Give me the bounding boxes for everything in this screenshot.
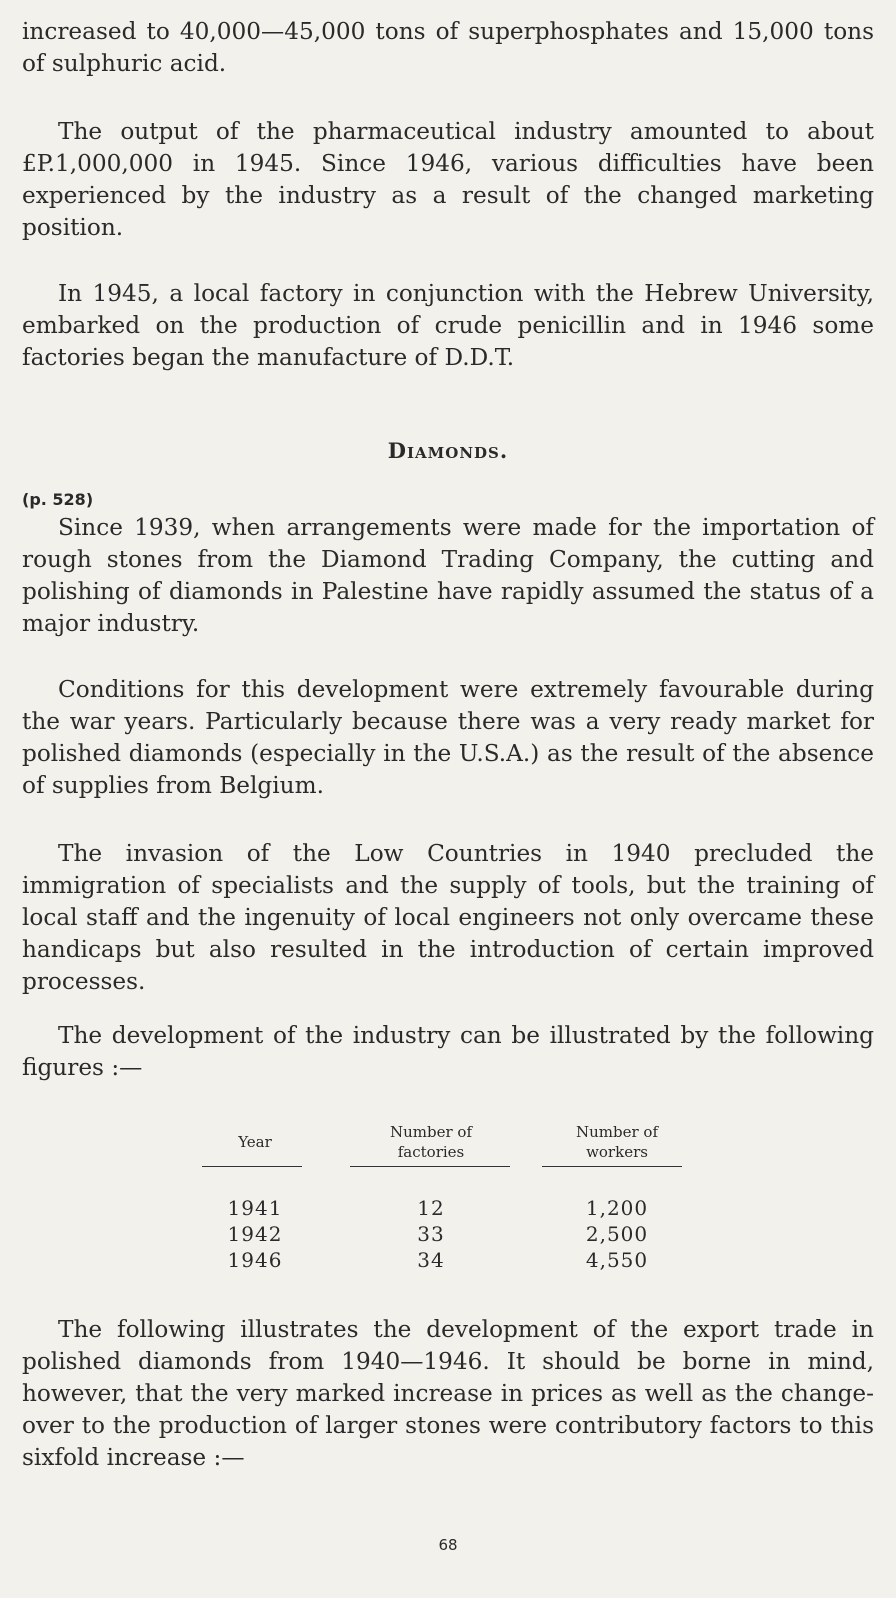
table-cell-year: 1942 (227, 1222, 283, 1246)
paragraph-low-countries: The invasion of the Low Countries in 1940 precluded the immigration of specialists and the supply of tools, but the training of local staff and the ingenuity of local engineers not only overcame these handicaps but also resulted in the introduction of certain improved processes. (22, 840, 874, 995)
paragraph-diamond-importation: Since 1939, when arrangements were made for the importation of rough stones from the Diamond Trading Company, the cutting and polishing of diamonds in Palestine have rapidly assumed the status of a major industry. (22, 514, 874, 637)
section-heading-diamonds: Diamonds. (387, 438, 509, 463)
table-rule-factories (350, 1166, 510, 1167)
table-header-workers: Number of workers (575, 1123, 658, 1161)
paragraph-fertilizer-output: increased to 40,000—45,000 tons of superphosphates and 15,000 tons of sulphuric acid. (22, 18, 874, 77)
table-cell-factories: 34 (417, 1248, 445, 1272)
table-row (200, 1248, 720, 1278)
table-cell-workers: 2,500 (585, 1222, 649, 1246)
table-header-year: Year (238, 1133, 272, 1151)
table-cell-workers: 1,200 (585, 1196, 649, 1220)
paragraph-export-trade: The following illustrates the development of the export trade in polished diamonds from 1940—1946. It should be borne in mind, however, that the very marked increase in prices as well as the change-over to the production of larger stones were contributory factors to this sixfold increase :— (22, 1316, 874, 1471)
table-cell-year: 1946 (227, 1248, 283, 1272)
page-reference: (p. 528) (22, 490, 94, 509)
table-cell-factories: 33 (417, 1222, 445, 1246)
paragraph-war-conditions: Conditions for this development were extremely favourable during the war years. Particularly because there was a very ready market for polished diamonds (especially in the U.S.A.) as the result of the absence of supplies from Belgium. (22, 676, 874, 799)
page-number: 68 (438, 1536, 458, 1554)
paragraph-pharmaceutical-industry: The output of the pharmaceutical industry amounted to about £P.1,000,000 in 1945. Since 1946, various difficulties have been experienced by the industry as a result of the changed marketing position. (22, 118, 874, 241)
table-cell-factories: 12 (417, 1196, 445, 1220)
paragraph-figures-intro: The development of the industry can be illustrated by the following figures :— (22, 1022, 874, 1081)
paragraph-penicillin-ddt: In 1945, a local factory in conjunction with the Hebrew University, embarked on the production of crude penicillin and in 1946 some factories began the manufacture of D.D.T. (22, 280, 874, 371)
table-rule-workers (542, 1166, 682, 1167)
table-cell-year: 1941 (227, 1196, 283, 1220)
table-cell-workers: 4,550 (585, 1248, 649, 1272)
table-rule-year (202, 1166, 302, 1167)
table-header-factories: Number of factories (389, 1123, 472, 1161)
